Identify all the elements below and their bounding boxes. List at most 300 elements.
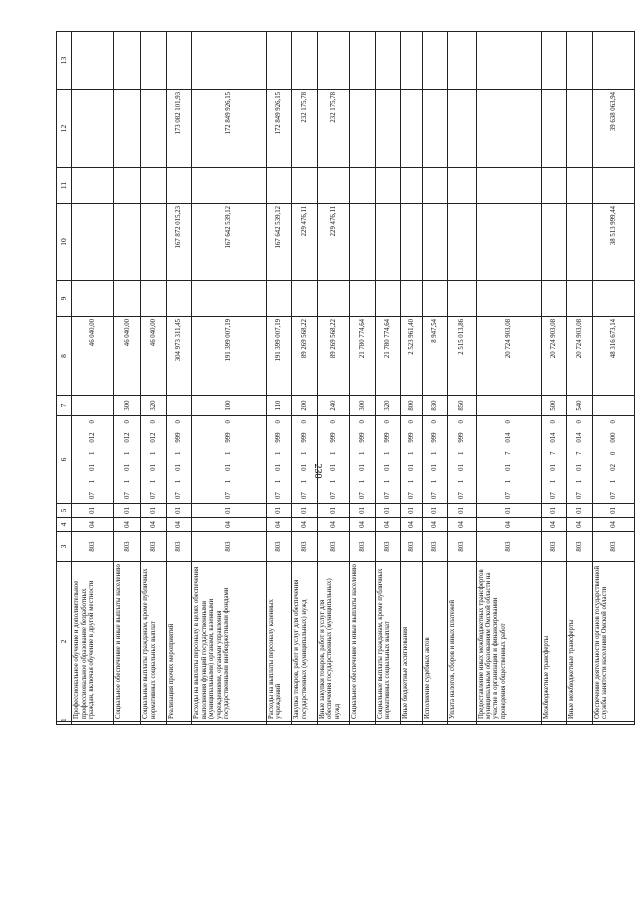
code-part: 01 [431, 464, 439, 471]
amount-col12-cell [72, 90, 114, 168]
column-header: 12 [57, 90, 72, 168]
amount-col9-cell [317, 281, 349, 317]
amount-col9-cell [448, 281, 476, 317]
subsection-cell: 01 [141, 504, 167, 518]
code-part: 999 [275, 432, 283, 443]
amount-col10-cell [401, 204, 423, 281]
target-article-cell [592, 416, 634, 504]
amount-col12-cell [541, 90, 567, 168]
amount-col8-cell: 46 040,00 [114, 317, 141, 396]
code-part: 01 [225, 464, 233, 471]
code-part: 1 [300, 451, 308, 456]
index-cell [422, 722, 448, 725]
code-part: 7 [504, 451, 512, 456]
section-cell: 04 [72, 518, 114, 532]
code-part: 1 [329, 479, 337, 484]
code-part: 07 [175, 492, 183, 499]
table-row [350, 32, 376, 725]
amount-col8-cell: 8 947,54 [422, 317, 448, 396]
code-part: 02 [609, 464, 617, 471]
target-article-code [89, 418, 96, 501]
column-header: 5 [57, 504, 72, 518]
amount-col10-cell [72, 204, 114, 281]
amount-col8-cell: 2 523 961,40 [401, 317, 423, 396]
column-header: 2 [57, 562, 72, 722]
amount-col13-cell [166, 32, 192, 90]
code-part: 0 [300, 420, 308, 424]
section-cell: 04 [375, 518, 401, 532]
amount-col12-cell [476, 90, 541, 168]
amount-col12-cell: 172 849 926,15 [266, 90, 292, 168]
amount-col8-cell: 191 399 007,19 [192, 317, 266, 396]
amount-col12-cell [567, 90, 593, 168]
amount-col9-cell [350, 281, 376, 317]
amount-col8-cell: 89 269 568,22 [292, 317, 318, 396]
expense-type-cell [166, 396, 192, 416]
item-name-cell: Социальные выплаты гражданам, кроме публичных нормативных социальных выплат [141, 562, 167, 722]
amount-col9-cell [567, 281, 593, 317]
code-part: 07 [358, 492, 366, 499]
index-cell [317, 722, 349, 725]
target-article-code [150, 418, 157, 501]
amount-col10-cell: 229 476,11 [292, 204, 318, 281]
subsection-cell: 01 [350, 504, 376, 518]
expense-type-cell: 500 [541, 396, 567, 416]
target-article-cell [350, 416, 376, 504]
target-article-cell [422, 416, 448, 504]
index-cell [541, 722, 567, 725]
column-header: 7 [57, 396, 72, 416]
amount-col12-cell [422, 90, 448, 168]
code-part: 0 [431, 420, 439, 424]
code-part: 1 [384, 451, 392, 456]
amount-col10-cell: 167 642 539,12 [266, 204, 292, 281]
subsection-cell: 01 [422, 504, 448, 518]
target-article-code [408, 418, 415, 501]
index-cell [72, 722, 114, 725]
section-cell: 04 [292, 518, 318, 532]
grbs-cell: 803 [292, 532, 318, 562]
code-part: 07 [300, 492, 308, 499]
code-part: 0 [609, 420, 617, 424]
item-name-cell: Иные бюджетные ассигнования [401, 562, 423, 722]
expense-type-cell: 300 [114, 396, 141, 416]
code-part: 1 [89, 479, 97, 484]
code-part: 1 [225, 451, 233, 456]
table-row [592, 32, 634, 725]
code-part: 1 [504, 479, 512, 484]
target-article-code [610, 418, 617, 501]
target-article-cell [541, 416, 567, 504]
amount-col12-cell [141, 90, 167, 168]
grbs-cell: 803 [192, 532, 266, 562]
target-article-code [431, 418, 438, 501]
amount-col11-cell [350, 168, 376, 204]
target-article-code [576, 418, 583, 501]
amount-col8-cell: 48 316 673,14 [592, 317, 634, 396]
grbs-cell: 803 [476, 532, 541, 562]
section-cell: 04 [266, 518, 292, 532]
code-part: 01 [300, 464, 308, 471]
amount-col9-cell [592, 281, 634, 317]
code-part: 0 [384, 420, 392, 424]
item-name-cell: Расходы на выплаты персоналу в целях обеспечения выполнения функций государственными (муниципальными) органами, казенными учреждениями, органами управления государственными внебюджетными фондами [192, 562, 266, 722]
amount-col11-cell [266, 168, 292, 204]
item-name-cell: Межбюджетные трансферты [541, 562, 567, 722]
amount-col9-cell [114, 281, 141, 317]
section-cell: 04 [114, 518, 141, 532]
target-article-cell [114, 416, 141, 504]
grbs-cell: 803 [166, 532, 192, 562]
amount-col9-cell [292, 281, 318, 317]
code-part: 1 [407, 451, 415, 456]
amount-col13-cell [192, 32, 266, 90]
table-row [375, 32, 401, 725]
table-row [448, 32, 476, 725]
code-part: 07 [550, 492, 558, 499]
amount-col8-cell: 304 973 311,45 [166, 317, 192, 396]
expense-type-cell: 300 [350, 396, 376, 416]
target-article-code [384, 418, 391, 501]
item-name-cell: Социальное обеспечение и иные выплаты населению [114, 562, 141, 722]
code-part: 1 [329, 451, 337, 456]
amount-col9-cell [72, 281, 114, 317]
section-cell: 04 [141, 518, 167, 532]
code-part: 1 [358, 451, 366, 456]
code-part: 07 [384, 492, 392, 499]
grbs-cell: 803 [114, 532, 141, 562]
table-row [292, 32, 318, 725]
column-header: 6 [57, 416, 72, 504]
grbs-cell: 803 [350, 532, 376, 562]
code-part: 999 [431, 432, 439, 443]
item-name-cell: Обеспечение деятельности органов государственной службы занятости населения Омской области [592, 562, 634, 722]
table-row [266, 32, 292, 725]
code-part: 0 [504, 420, 512, 424]
item-name-cell: Расходы на выплаты персоналу казенных учреждений [266, 562, 292, 722]
amount-col12-cell [375, 90, 401, 168]
amount-col11-cell [448, 168, 476, 204]
expense-type-cell: 830 [422, 396, 448, 416]
amount-col13-cell [448, 32, 476, 90]
code-part: 0 [149, 420, 157, 424]
code-part: 1 [275, 451, 283, 456]
target-article-cell [166, 416, 192, 504]
amount-col10-cell [541, 204, 567, 281]
section-cell: 04 [592, 518, 634, 532]
code-part: 7 [550, 451, 558, 456]
subsection-cell: 01 [317, 504, 349, 518]
target-article-code [550, 418, 557, 501]
target-article-cell [401, 416, 423, 504]
expense-type-cell: 800 [401, 396, 423, 416]
expense-type-cell [476, 396, 541, 416]
target-article-code [330, 418, 337, 501]
grbs-cell: 803 [401, 532, 423, 562]
section-cell: 04 [166, 518, 192, 532]
index-cell [350, 722, 376, 725]
amount-col13-cell [72, 32, 114, 90]
subsection-cell: 01 [592, 504, 634, 518]
code-part: 000 [609, 432, 617, 443]
code-part: 0 [225, 420, 233, 424]
code-part: 999 [300, 432, 308, 443]
amount-col13-cell [541, 32, 567, 90]
amount-col12-cell [448, 90, 476, 168]
amount-col10-cell [422, 204, 448, 281]
grbs-cell: 803 [567, 532, 593, 562]
code-part: 01 [89, 464, 97, 471]
code-part: 1 [275, 479, 283, 484]
expense-type-cell: 850 [448, 396, 476, 416]
amount-col13-cell [350, 32, 376, 90]
code-part: 0 [407, 420, 415, 424]
target-article-cell [448, 416, 476, 504]
code-part: 1 [358, 479, 366, 484]
code-part: 1 [609, 479, 617, 484]
code-part: 999 [329, 432, 337, 443]
code-part: 07 [275, 492, 283, 499]
amount-col9-cell [422, 281, 448, 317]
code-part: 1 [575, 479, 583, 484]
amount-col8-cell: 21 780 774,64 [350, 317, 376, 396]
code-part: 1 [384, 479, 392, 484]
code-part: 01 [175, 464, 183, 471]
expense-type-cell [72, 396, 114, 416]
code-part: 1 [458, 479, 466, 484]
code-part: 07 [431, 492, 439, 499]
code-part: 0 [609, 451, 617, 456]
table-row [567, 32, 593, 725]
table-row [141, 32, 167, 725]
amount-col11-cell [592, 168, 634, 204]
code-part: 014 [550, 432, 558, 443]
code-part: 07 [89, 492, 97, 499]
amount-col13-cell [422, 32, 448, 90]
amount-col8-cell: 20 724 903,08 [541, 317, 567, 396]
subsection-cell: 01 [401, 504, 423, 518]
code-part: 1 [300, 479, 308, 484]
table-row [72, 32, 114, 725]
index-cell [592, 722, 634, 725]
amount-col10-cell [350, 204, 376, 281]
amount-col9-cell [401, 281, 423, 317]
section-cell: 04 [422, 518, 448, 532]
amount-col10-cell [375, 204, 401, 281]
table-row [317, 32, 349, 725]
subsection-cell: 01 [567, 504, 593, 518]
amount-col11-cell [476, 168, 541, 204]
amount-col11-cell [317, 168, 349, 204]
page-number: 230 [312, 463, 323, 479]
index-cell [166, 722, 192, 725]
code-part: 999 [384, 432, 392, 443]
column-header: 1 [57, 722, 72, 725]
amount-col11-cell [567, 168, 593, 204]
grbs-cell: 803 [448, 532, 476, 562]
grbs-cell: 803 [317, 532, 349, 562]
section-cell: 04 [567, 518, 593, 532]
amount-col12-cell [350, 90, 376, 168]
code-part: 999 [225, 432, 233, 443]
code-part: 07 [329, 492, 337, 499]
target-article-code [359, 418, 366, 501]
amount-col11-cell [401, 168, 423, 204]
grbs-cell: 803 [266, 532, 292, 562]
amount-col11-cell [192, 168, 266, 204]
code-part: 01 [504, 464, 512, 471]
amount-col13-cell [567, 32, 593, 90]
table-row [166, 32, 192, 725]
amount-col9-cell [141, 281, 167, 317]
index-cell [192, 722, 266, 725]
code-part: 01 [275, 464, 283, 471]
amount-col10-cell [141, 204, 167, 281]
subsection-cell: 01 [448, 504, 476, 518]
code-part: 07 [149, 492, 157, 499]
code-part: 0 [358, 420, 366, 424]
expense-type-cell: 100 [192, 396, 266, 416]
expense-type-cell: 200 [292, 396, 318, 416]
code-part: 012 [149, 432, 157, 443]
code-part: 1 [431, 451, 439, 456]
expense-type-cell: 320 [141, 396, 167, 416]
amount-col10-cell: 38 513 999,44 [592, 204, 634, 281]
code-part: 1 [89, 451, 97, 456]
budget-table [56, 31, 635, 725]
amount-col8-cell: 2 515 013,86 [448, 317, 476, 396]
table-row [476, 32, 541, 725]
index-cell [476, 722, 541, 725]
target-article-cell [567, 416, 593, 504]
amount-col10-cell: 167 642 539,12 [192, 204, 266, 281]
code-part: 1 [175, 479, 183, 484]
column-header: 3 [57, 532, 72, 562]
column-header: 10 [57, 204, 72, 281]
table-row [114, 32, 141, 725]
item-name-cell: Профессиональное обучение и дополнительное профессиональное образование безработных граждан, включая обучение в другой местности [72, 562, 114, 722]
amount-col13-cell [317, 32, 349, 90]
target-article-cell [317, 416, 349, 504]
amount-col11-cell [114, 168, 141, 204]
amount-col8-cell: 89 269 568,22 [317, 317, 349, 396]
code-part: 1 [225, 479, 233, 484]
index-cell [401, 722, 423, 725]
item-name-cell: Исполнение судебных актов [422, 562, 448, 722]
amount-col8-cell: 191 399 007,19 [266, 317, 292, 396]
target-article-code [301, 418, 308, 501]
index-cell [141, 722, 167, 725]
amount-col10-cell [476, 204, 541, 281]
subsection-cell: 01 [476, 504, 541, 518]
grbs-cell: 803 [422, 532, 448, 562]
column-header: 9 [57, 281, 72, 317]
subsection-cell: 01 [541, 504, 567, 518]
amount-col8-cell: 20 724 903,08 [567, 317, 593, 396]
budget-table-rotated [56, 32, 635, 725]
item-name-cell: Закупка товаров, работ и услуг для обеспечения государственных (муниципальных) нужд [292, 562, 318, 722]
amount-col9-cell [541, 281, 567, 317]
code-part: 07 [609, 492, 617, 499]
amount-col11-cell [422, 168, 448, 204]
amount-col13-cell [141, 32, 167, 90]
target-article-code [505, 418, 512, 501]
code-part: 07 [225, 492, 233, 499]
code-part: 07 [458, 492, 466, 499]
amount-col9-cell [192, 281, 266, 317]
amount-col13-cell [592, 32, 634, 90]
code-part: 999 [175, 432, 183, 443]
target-article-code [175, 418, 182, 501]
column-header: 11 [57, 168, 72, 204]
target-article-cell [141, 416, 167, 504]
code-part: 014 [575, 432, 583, 443]
code-part: 0 [329, 420, 337, 424]
amount-col10-cell [448, 204, 476, 281]
target-article-code [458, 418, 465, 501]
target-article-cell [375, 416, 401, 504]
table-row [541, 32, 567, 725]
code-part: 01 [458, 464, 466, 471]
code-part: 014 [504, 432, 512, 443]
expense-type-cell: 240 [317, 396, 349, 416]
index-cell [114, 722, 141, 725]
subsection-cell: 01 [375, 504, 401, 518]
code-part: 0 [458, 420, 466, 424]
subsection-cell: 01 [114, 504, 141, 518]
code-part: 1 [149, 451, 157, 456]
item-name-cell: Реализация прочих мероприятий [166, 562, 192, 722]
amount-col11-cell [72, 168, 114, 204]
item-name-cell: Предоставление иных межбюджетных трансфертов муниципальным образованиям Омской области на участие в организации и финансировании проведения общественных работ [476, 562, 541, 722]
expense-type-cell: 540 [567, 396, 593, 416]
code-part: 01 [358, 464, 366, 471]
amount-col12-cell [114, 90, 141, 168]
expense-type-cell: 110 [266, 396, 292, 416]
amount-col12-cell: 39 638 063,94 [592, 90, 634, 168]
subsection-cell: 01 [72, 504, 114, 518]
code-part: 01 [123, 464, 131, 471]
target-article-code [275, 418, 282, 501]
column-header: 4 [57, 518, 72, 532]
amount-col12-cell: 173 082 101,93 [166, 90, 192, 168]
grbs-cell: 803 [72, 532, 114, 562]
amount-col8-cell: 20 724 903,08 [476, 317, 541, 396]
amount-col8-cell: 46 040,00 [72, 317, 114, 396]
code-part: 0 [575, 420, 583, 424]
amount-col13-cell [401, 32, 423, 90]
subsection-cell: 01 [166, 504, 192, 518]
amount-col10-cell [567, 204, 593, 281]
target-article-cell [292, 416, 318, 504]
section-cell: 04 [350, 518, 376, 532]
code-part: 0 [89, 420, 97, 424]
amount-col13-cell [476, 32, 541, 90]
code-part: 1 [175, 451, 183, 456]
code-part: 01 [149, 464, 157, 471]
item-name-cell: Социальные выплаты гражданам, кроме публичных нормативных социальных выплат [375, 562, 401, 722]
code-part: 7 [575, 451, 583, 456]
amount-col13-cell [114, 32, 141, 90]
code-part: 999 [407, 432, 415, 443]
code-part: 01 [575, 464, 583, 471]
target-article-code [225, 418, 232, 501]
target-article-cell [192, 416, 266, 504]
code-part: 1 [458, 451, 466, 456]
code-part: 01 [550, 464, 558, 471]
subsection-cell: 01 [292, 504, 318, 518]
code-part: 07 [123, 492, 131, 499]
